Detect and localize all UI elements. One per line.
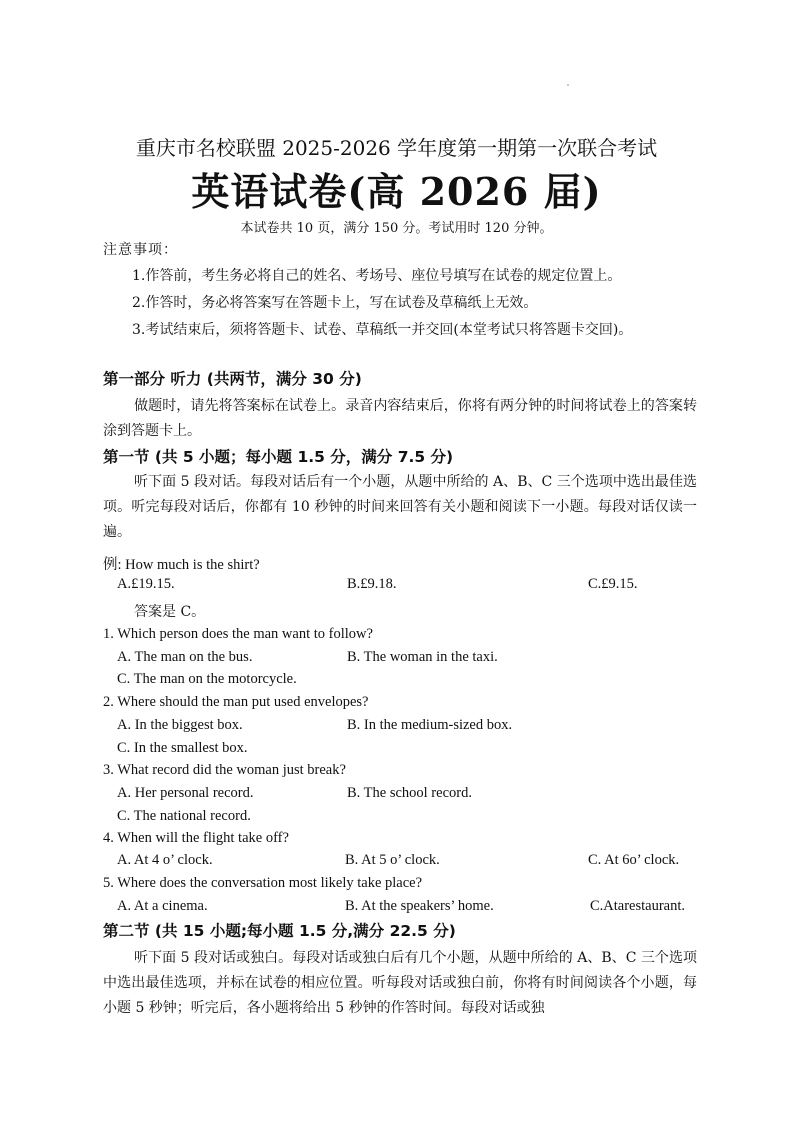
example-option-b: B.£9.18.	[347, 576, 397, 592]
scan-mark	[567, 84, 569, 86]
notice-item: 3.考试结束后，须将答题卡、试卷、草稿纸一并交回(本堂考试只将答题卡交回)。	[132, 322, 633, 338]
notice-item: 1.作答前，考生务必将自己的姓名、考场号、座位号填写在试卷的规定位置上。	[132, 268, 622, 284]
exam-title: 英语试卷(高 2026 届)	[191, 169, 602, 214]
question-2-option-b: B. In the medium-sized box.	[347, 717, 513, 733]
question-5: 5. Where does the conversation most likely take place?	[103, 875, 423, 891]
question-3-option-c: C. The national record.	[117, 808, 251, 824]
section2-instructions: 听下面 5 段对话或独白。每段对话或独白后有几个小题，从题中所给的 A、B、C 三个选项中选出最佳选项，并标在试卷的相应位置。听每段对话或独白前，你将有时间阅读各个小题，每小题 5 秒钟；听完后，各小题将给出 5 秒钟的作答时间。每段对话或独	[103, 950, 697, 1016]
question-2: 2. Where should the man put used envelopes?	[103, 694, 369, 710]
example-option-c: C.£9.15.	[588, 576, 638, 592]
question-1: 1. Which person does the man want to follow?	[103, 626, 373, 642]
part1-instructions: 做题时，请先将答案标在试卷上。录音内容结束后，你将有两分钟的时间将试卷上的答案转涂到答题卡上。	[103, 398, 697, 439]
example-question: 例: How much is the shirt?	[103, 557, 260, 573]
example-option-a: A.£19.15.	[117, 576, 175, 592]
exam-subtitle: 重庆市名校联盟 2025-2026 学年度第一期第一次联合考试	[135, 136, 658, 160]
question-4: 4. When will the flight take off?	[103, 830, 289, 846]
section1-instructions: 听下面 5 段对话。每段对话后有一个小题，从题中所给的 A、B、C 三个选项中选出最佳选项。听完每段对话后，你都有 10 秒钟的时间来回答有关小题和阅读下一小题。每段对话仅读一遍。	[103, 474, 697, 540]
question-4-option-a: A. At 4 o’ clock.	[117, 852, 213, 868]
exam-info: 本试卷共 10 页，满分 150 分。考试用时 120 分钟。	[240, 221, 553, 236]
question-1-option-b: B. The woman in the taxi.	[347, 649, 498, 665]
part1-heading: 第一部分 听力 (共两节，满分 30 分)	[103, 370, 362, 388]
question-4-option-c: C. At 6o’ clock.	[588, 852, 680, 868]
question-3: 3. What record did the woman just break?	[103, 762, 346, 778]
question-1-option-a: A. The man on the bus.	[117, 649, 253, 665]
question-5-option-c: C.Atarestaurant.	[590, 898, 686, 914]
question-1-option-c: C. The man on the motorcycle.	[117, 671, 297, 687]
section2-heading: 第二节 (共 15 小题;每小题 1.5 分,满分 22.5 分)	[103, 922, 456, 940]
question-3-option-a: A. Her personal record.	[117, 785, 254, 801]
section1-heading: 第一节 (共 5 小题；每小题 1.5 分，满分 7.5 分)	[103, 448, 454, 466]
question-5-option-b: B. At the speakers’ home.	[345, 898, 494, 914]
question-4-option-b: B. At 5 o’ clock.	[345, 852, 440, 868]
notice-item: 2.作答时，务必将答案写在答题卡上，写在试卷及草稿纸上无效。	[132, 295, 538, 311]
question-2-option-c: C. In the smallest box.	[117, 740, 248, 756]
notice-heading: 注意事项：	[103, 242, 178, 258]
example-answer: 答案是 C。	[134, 604, 206, 620]
question-3-option-b: B. The school record.	[347, 785, 472, 801]
question-2-option-a: A. In the biggest box.	[117, 717, 243, 733]
question-5-option-a: A. At a cinema.	[117, 898, 208, 914]
